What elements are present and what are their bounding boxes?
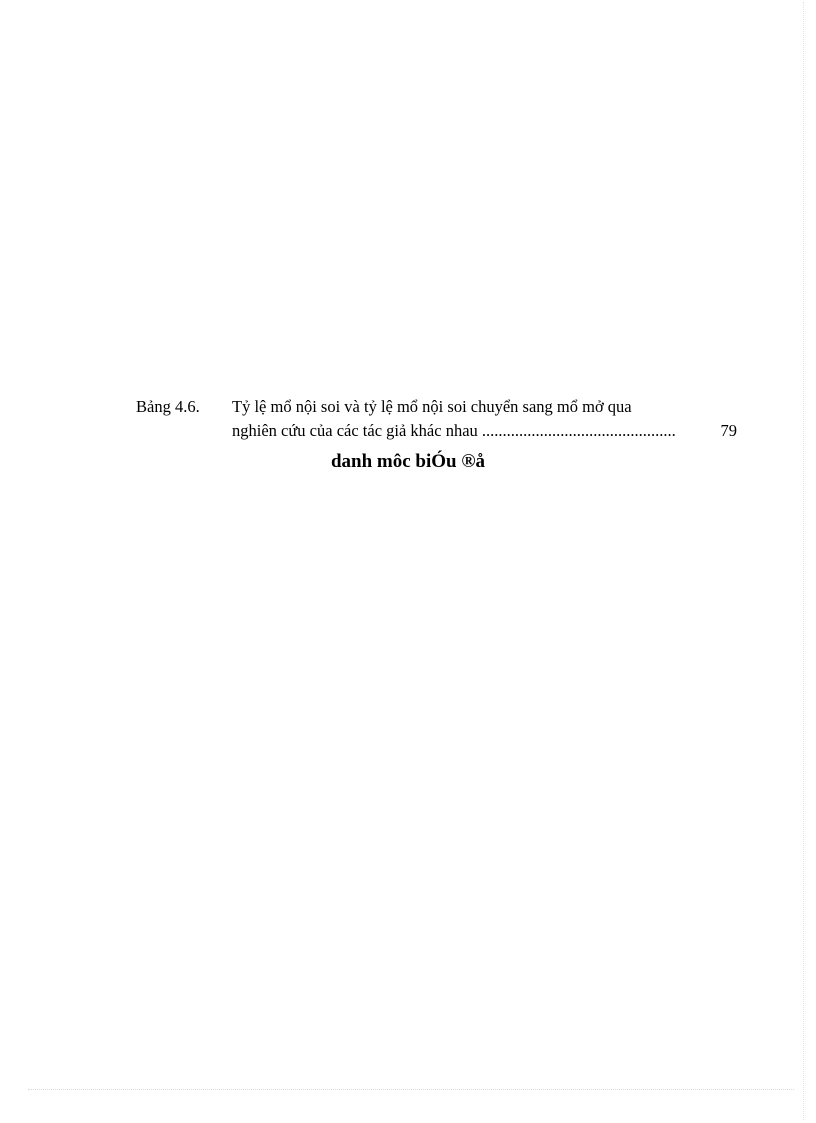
entry-label: Bảng 4.6. (136, 397, 200, 416)
page-right-edge (803, 2, 804, 1120)
entry-page-number: 79 (720, 419, 738, 443)
entry-title-line2: nghiên cứu của các tác giả khác nhau ............................................... (232, 421, 676, 440)
section-title-chart-list: danh môc biÓu ®å (330, 451, 486, 472)
entry-title-line1: Tỷ lệ mổ nội soi và tỷ lệ mổ nội soi chuyển sang mổ mở qua (232, 397, 632, 416)
page-footer-divider (28, 1089, 794, 1090)
toc-table-entry-multiline[interactable] (136, 395, 737, 443)
